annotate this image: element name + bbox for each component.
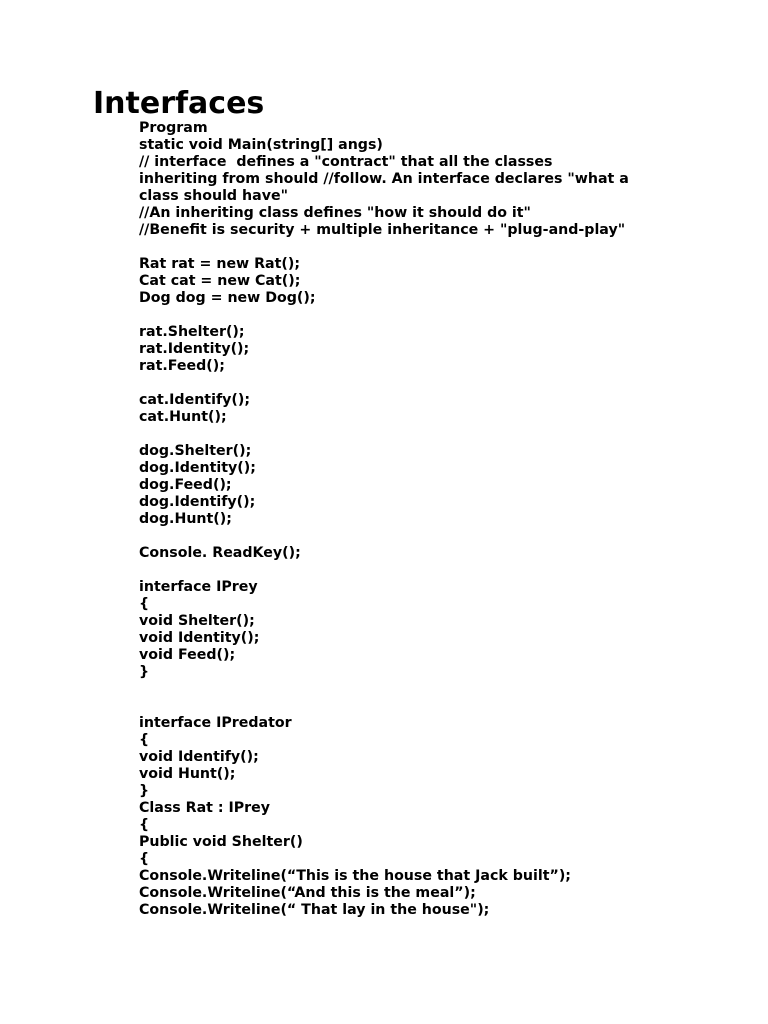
code-line: { — [139, 817, 150, 833]
code-line: dog.Shelter(); — [139, 443, 252, 459]
code-line: Dog dog = new Dog(); — [139, 290, 316, 306]
code-line: rat.Identity(); — [139, 341, 250, 357]
code-line: void Hunt(); — [139, 766, 236, 782]
code-line: Console.Writeline(“And this is the meal”); — [139, 885, 476, 901]
code-line — [139, 681, 699, 698]
code-line — [139, 426, 699, 443]
code-line: void Identify(); — [139, 749, 259, 765]
code-line: // interface defines a "contract" that all the classes — [139, 154, 553, 170]
code-line: rat.Shelter(); — [139, 324, 245, 340]
code-line: dog.Feed(); — [139, 477, 232, 493]
code-line: Class Rat : IPrey — [139, 800, 271, 816]
code-line: cat.Identify(); — [139, 392, 251, 408]
code-line: rat.Feed(); — [139, 358, 225, 374]
code-line: Cat cat = new Cat(); — [139, 273, 301, 289]
code-line: Console. ReadKey(); — [139, 545, 301, 561]
code-line: { — [139, 851, 150, 867]
code-line: Rat rat = new Rat(); — [139, 256, 301, 272]
code-line: interface IPredator — [139, 715, 292, 731]
code-line: inheriting from should //follow. An interface declares "what a — [139, 171, 629, 187]
code-line: static void Main(string[] angs) — [139, 137, 383, 153]
code-line — [139, 375, 699, 392]
code-line: { — [139, 732, 150, 748]
code-line: class should have" — [139, 188, 288, 204]
code-line: dog.Identify(); — [139, 494, 256, 510]
code-line: { — [139, 596, 150, 612]
code-line: Console.Writeline(“ That lay in the house"); — [139, 902, 490, 918]
code-listing — [139, 120, 699, 919]
code-line: interface IPrey — [139, 579, 258, 595]
code-line: Console.Writeline(“This is the house that Jack built”); — [139, 868, 571, 884]
code-line: } — [139, 664, 150, 680]
code-line: dog.Identity(); — [139, 460, 256, 476]
code-line: void Identity(); — [139, 630, 260, 646]
code-line: dog.Hunt(); — [139, 511, 232, 527]
code-line — [139, 239, 699, 256]
page-title: Interfaces — [93, 86, 265, 121]
code-line: Public void Shelter() — [139, 834, 303, 850]
code-line — [139, 528, 699, 545]
code-line: void Shelter(); — [139, 613, 255, 629]
code-line: //Benefit is security + multiple inheritance + "plug-and-play" — [139, 222, 626, 238]
code-line: Program — [139, 120, 208, 136]
code-line: cat.Hunt(); — [139, 409, 227, 425]
code-line — [139, 698, 699, 715]
code-line: //An inheriting class defines "how it should do it" — [139, 205, 531, 221]
code-line: } — [139, 783, 150, 799]
code-line — [139, 562, 699, 579]
code-line — [139, 307, 699, 324]
code-line: void Feed(); — [139, 647, 236, 663]
